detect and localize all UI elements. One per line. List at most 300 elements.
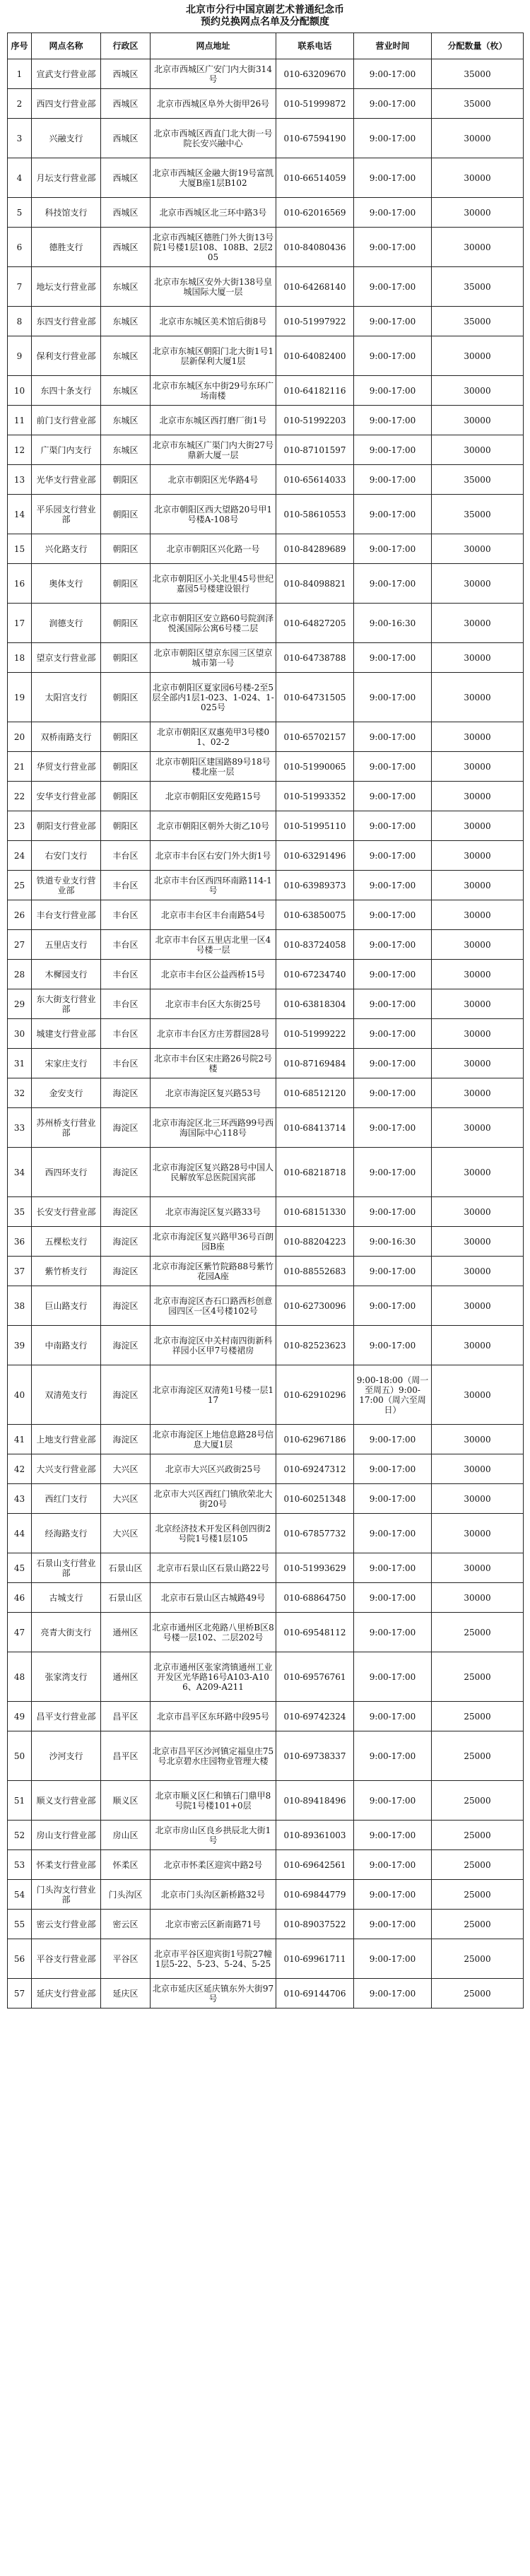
business-hours: 9:00-17:00 (354, 1049, 432, 1078)
address: 北京市密云区新南路71号 (151, 1910, 276, 1939)
allocation-quantity: 30000 (432, 782, 524, 811)
phone: 010-69576761 (276, 1652, 354, 1702)
allocation-quantity: 30000 (432, 534, 524, 564)
address: 北京市门头沟区新桥路32号 (151, 1880, 276, 1910)
table-row (8, 1583, 524, 1613)
allocation-quantity: 30000 (432, 673, 524, 722)
address: 北京市石景山区古城路49号 (151, 1583, 276, 1613)
row-no: 43 (8, 1484, 32, 1514)
row-no: 26 (8, 900, 32, 930)
allocation-quantity: 25000 (432, 1652, 524, 1702)
table-row (8, 1979, 524, 2009)
branch-name: 张家湾支行 (32, 1652, 101, 1702)
allocation-quantity: 30000 (432, 1197, 524, 1227)
row-no: 40 (8, 1365, 32, 1425)
business-hours: 9:00-17:00 (354, 1731, 432, 1781)
row-no: 23 (8, 811, 32, 841)
business-hours: 9:00-17:00 (354, 89, 432, 119)
allocation-quantity: 25000 (432, 1781, 524, 1821)
district: 延庆区 (101, 1979, 151, 2009)
table-row (8, 406, 524, 435)
address: 北京市大兴区西红门镇欣荣北大街20号 (151, 1484, 276, 1514)
district: 丰台区 (101, 930, 151, 960)
branch-name: 经海路支行 (32, 1514, 101, 1553)
allocation-quantity: 30000 (432, 960, 524, 989)
business-hours: 9:00-17:00 (354, 1781, 432, 1821)
table-row (8, 1850, 524, 1880)
title-line-2: 预约兑换网点名单及分配额度 (201, 16, 329, 28)
phone: 010-67234740 (276, 960, 354, 989)
address: 北京市通州区北苑路八里桥B区8号楼一层102、二层202号 (151, 1613, 276, 1652)
table-row (8, 989, 524, 1019)
address: 北京市丰台区方庄芳群园28号 (151, 1019, 276, 1049)
row-no: 41 (8, 1425, 32, 1454)
allocation-quantity: 30000 (432, 643, 524, 673)
district: 西城区 (101, 228, 151, 267)
address: 北京市西城区金融大街19号富凯大厦B座1层B102 (151, 158, 276, 198)
phone: 010-88204223 (276, 1227, 354, 1257)
address: 北京市东城区安外大街138号皇城国际大厦一层 (151, 267, 276, 307)
business-hours: 9:00-17:00 (354, 782, 432, 811)
table-row (8, 841, 524, 871)
table-row (8, 1613, 524, 1652)
business-hours: 9:00-17:00 (354, 1652, 432, 1702)
table-row (8, 1148, 524, 1197)
district: 通州区 (101, 1613, 151, 1652)
row-no: 32 (8, 1078, 32, 1108)
district: 海淀区 (101, 1108, 151, 1148)
business-hours: 9:00-17:00 (354, 267, 432, 307)
row-no: 19 (8, 673, 32, 722)
table-row (8, 1553, 524, 1583)
header-no: 序号 (8, 33, 32, 59)
business-hours: 9:00-17:00 (354, 1286, 432, 1326)
district: 丰台区 (101, 871, 151, 900)
table-row (8, 643, 524, 673)
branch-name: 朝阳支行营业部 (32, 811, 101, 841)
phone: 010-68151330 (276, 1197, 354, 1227)
branch-name: 平乐园支行营业部 (32, 495, 101, 534)
phone: 010-88552683 (276, 1257, 354, 1286)
branch-name: 德胜支行 (32, 228, 101, 267)
allocation-quantity: 30000 (432, 435, 524, 465)
allocation-quantity: 30000 (432, 752, 524, 782)
phone: 010-84098821 (276, 564, 354, 604)
phone: 010-51999222 (276, 1019, 354, 1049)
district: 丰台区 (101, 1049, 151, 1078)
district: 西城区 (101, 89, 151, 119)
business-hours: 9:00-17:00 (354, 1514, 432, 1553)
address: 北京市朝阳区望京东园三区望京城市第一号 (151, 643, 276, 673)
row-no: 15 (8, 534, 32, 564)
branch-name: 双清苑支行 (32, 1365, 101, 1425)
business-hours: 9:00-16:30 (354, 1227, 432, 1257)
branch-name: 紫竹桥支行 (32, 1257, 101, 1286)
row-no: 51 (8, 1781, 32, 1821)
table-row (8, 1781, 524, 1821)
address: 北京市朝阳区光华路4号 (151, 465, 276, 495)
row-no: 35 (8, 1197, 32, 1227)
district: 丰台区 (101, 841, 151, 871)
phone: 010-51997922 (276, 307, 354, 336)
district: 海淀区 (101, 1148, 151, 1197)
business-hours: 9:00-17:00 (354, 811, 432, 841)
business-hours: 9:00-17:00 (354, 752, 432, 782)
address: 北京市丰台区右安门外大街1号 (151, 841, 276, 871)
branch-name: 房山支行营业部 (32, 1821, 101, 1850)
header-hours: 营业时间 (354, 33, 432, 59)
row-no: 27 (8, 930, 32, 960)
allocation-quantity: 30000 (432, 1365, 524, 1425)
business-hours: 9:00-17:00 (354, 564, 432, 604)
allocation-quantity: 30000 (432, 1553, 524, 1583)
phone: 010-68864750 (276, 1583, 354, 1613)
row-no: 8 (8, 307, 32, 336)
branch-name: 怀柔支行营业部 (32, 1850, 101, 1880)
district: 朝阳区 (101, 782, 151, 811)
phone: 010-51993352 (276, 782, 354, 811)
allocation-quantity: 25000 (432, 1939, 524, 1979)
branch-name: 昌平支行营业部 (32, 1702, 101, 1731)
branch-name: 巨山路支行 (32, 1286, 101, 1326)
business-hours: 9:00-17:00 (354, 435, 432, 465)
allocation-quantity: 30000 (432, 1454, 524, 1484)
table-row (8, 1365, 524, 1425)
district: 石景山区 (101, 1583, 151, 1613)
district: 朝阳区 (101, 643, 151, 673)
district: 海淀区 (101, 1078, 151, 1108)
row-no: 54 (8, 1880, 32, 1910)
business-hours: 9:00-17:00 (354, 1850, 432, 1880)
business-hours: 9:00-17:00 (354, 1939, 432, 1979)
allocation-quantity: 30000 (432, 336, 524, 376)
table-row (8, 1731, 524, 1781)
table-row (8, 1257, 524, 1286)
address: 北京市平谷区迎宾街1号院27幢1层5-22、5-23、5-24、5-25 (151, 1939, 276, 1979)
table-row (8, 59, 524, 89)
allocation-quantity: 30000 (432, 1257, 524, 1286)
district: 丰台区 (101, 960, 151, 989)
district: 西城区 (101, 158, 151, 198)
allocation-quantity: 25000 (432, 1979, 524, 2009)
district: 昌平区 (101, 1702, 151, 1731)
row-no: 7 (8, 267, 32, 307)
business-hours: 9:00-17:00 (354, 1484, 432, 1514)
table-row (8, 1425, 524, 1454)
branch-name: 顺义支行营业部 (32, 1781, 101, 1821)
branch-name: 西四支行营业部 (32, 89, 101, 119)
allocation-quantity: 30000 (432, 1049, 524, 1078)
phone: 010-69844779 (276, 1880, 354, 1910)
phone: 010-62910296 (276, 1365, 354, 1425)
phone: 010-69247312 (276, 1454, 354, 1484)
address: 北京市怀柔区迎宾中路2号 (151, 1850, 276, 1880)
row-no: 24 (8, 841, 32, 871)
row-no: 5 (8, 198, 32, 228)
branch-name: 润德支行 (32, 604, 101, 643)
branch-allocation-table (7, 33, 524, 2009)
business-hours: 9:00-17:00 (354, 119, 432, 158)
table-row (8, 158, 524, 198)
address: 北京市朝阳区西大望路20号甲1号楼A-108号 (151, 495, 276, 534)
branch-name: 宣武支行营业部 (32, 59, 101, 89)
district: 海淀区 (101, 1286, 151, 1326)
branch-name: 上地支行营业部 (32, 1425, 101, 1454)
business-hours: 9:00-17:00 (354, 1702, 432, 1731)
business-hours: 9:00-17:00 (354, 1257, 432, 1286)
table-row (8, 465, 524, 495)
district: 朝阳区 (101, 811, 151, 841)
district: 海淀区 (101, 1326, 151, 1365)
table-row (8, 871, 524, 900)
allocation-quantity: 30000 (432, 119, 524, 158)
address: 北京市丰台区大东街25号 (151, 989, 276, 1019)
branch-name: 大兴支行营业部 (32, 1454, 101, 1484)
business-hours: 9:00-17:00 (354, 1425, 432, 1454)
address: 北京市丰台区西四环南路114-1号 (151, 871, 276, 900)
address: 北京市海淀区杏石口路西杉创意园四区一区4号楼102号 (151, 1286, 276, 1326)
district: 朝阳区 (101, 604, 151, 643)
address: 北京市丰台区五里店北里一区4号楼一层 (151, 930, 276, 960)
phone: 010-87101597 (276, 435, 354, 465)
allocation-quantity: 30000 (432, 989, 524, 1019)
district: 海淀区 (101, 1257, 151, 1286)
row-no: 53 (8, 1850, 32, 1880)
district: 通州区 (101, 1652, 151, 1702)
address: 北京市西城区北三环中路3号 (151, 198, 276, 228)
row-no: 29 (8, 989, 32, 1019)
business-hours: 9:00-17:00 (354, 465, 432, 495)
table-row (8, 435, 524, 465)
business-hours: 9:00-17:00 (354, 1108, 432, 1148)
row-no: 33 (8, 1108, 32, 1148)
business-hours: 9:00-17:00 (354, 930, 432, 960)
address: 北京市西城区西直门北大街一号院长安兴融中心 (151, 119, 276, 158)
phone: 010-51993629 (276, 1553, 354, 1583)
table-row (8, 1197, 524, 1227)
district: 东城区 (101, 376, 151, 406)
header-quantity: 分配数量（枚） (432, 33, 524, 59)
branch-name: 五里店支行 (32, 930, 101, 960)
table-row (8, 1286, 524, 1326)
address: 北京市朝阳区朝外大街乙10号 (151, 811, 276, 841)
table-row (8, 604, 524, 643)
phone: 010-63291496 (276, 841, 354, 871)
allocation-quantity: 30000 (432, 1514, 524, 1553)
branch-name: 西红门支行 (32, 1484, 101, 1514)
allocation-quantity: 30000 (432, 564, 524, 604)
address: 北京市海淀区双清苑1号楼一层117 (151, 1365, 276, 1425)
business-hours: 9:00-16:30 (354, 604, 432, 643)
phone: 010-64731505 (276, 673, 354, 722)
row-no: 25 (8, 871, 32, 900)
allocation-quantity: 25000 (432, 1731, 524, 1781)
row-no: 6 (8, 228, 32, 267)
phone: 010-63209670 (276, 59, 354, 89)
allocation-quantity: 30000 (432, 158, 524, 198)
branch-name: 兴化路支行 (32, 534, 101, 564)
business-hours: 9:00-17:00 (354, 1821, 432, 1850)
branch-name: 沙河支行 (32, 1731, 101, 1781)
district: 丰台区 (101, 989, 151, 1019)
phone: 010-69961711 (276, 1939, 354, 1979)
allocation-quantity: 30000 (432, 1148, 524, 1197)
table-row (8, 1326, 524, 1365)
phone: 010-62967186 (276, 1425, 354, 1454)
address: 北京市房山区良乡拱辰北大街1号 (151, 1821, 276, 1850)
business-hours: 9:00-17:00 (354, 158, 432, 198)
allocation-quantity: 30000 (432, 930, 524, 960)
address: 北京市海淀区复兴路28号中国人民解放军总医院国宾部 (151, 1148, 276, 1197)
phone: 010-84289689 (276, 534, 354, 564)
table-row (8, 198, 524, 228)
phone: 010-69742324 (276, 1702, 354, 1731)
branch-name: 苏州桥支行营业部 (32, 1108, 101, 1148)
branch-name: 安华支行营业部 (32, 782, 101, 811)
district: 东城区 (101, 267, 151, 307)
address: 北京市东城区东中街29号东环广场南楼 (151, 376, 276, 406)
address: 北京市大兴区兴政街25号 (151, 1454, 276, 1484)
address: 北京市丰台区公益西桥15号 (151, 960, 276, 989)
phone: 010-63818304 (276, 989, 354, 1019)
district: 朝阳区 (101, 673, 151, 722)
branch-name: 地坛支行营业部 (32, 267, 101, 307)
allocation-quantity: 35000 (432, 59, 524, 89)
allocation-quantity: 30000 (432, 871, 524, 900)
address: 北京市海淀区复兴路33号 (151, 1197, 276, 1227)
branch-name: 平谷支行营业部 (32, 1939, 101, 1979)
address: 北京市顺义区仁和镇石门鼎甲8号院1号楼101+0层 (151, 1781, 276, 1821)
branch-name: 密云支行营业部 (32, 1910, 101, 1939)
allocation-quantity: 30000 (432, 811, 524, 841)
address: 北京市海淀区上地信息路28号信息大厦1层 (151, 1425, 276, 1454)
phone: 010-67594190 (276, 119, 354, 158)
district: 平谷区 (101, 1939, 151, 1979)
row-no: 14 (8, 495, 32, 534)
branch-name: 铁道专业支行营业部 (32, 871, 101, 900)
allocation-quantity: 25000 (432, 1880, 524, 1910)
branch-name: 前门支行营业部 (32, 406, 101, 435)
district: 西城区 (101, 119, 151, 158)
branch-name: 城建支行营业部 (32, 1019, 101, 1049)
business-hours: 9:00-17:00 (354, 495, 432, 534)
allocation-quantity: 30000 (432, 1227, 524, 1257)
business-hours: 9:00-17:00 (354, 1613, 432, 1652)
phone: 010-89418496 (276, 1781, 354, 1821)
business-hours: 9:00-17:00 (354, 1326, 432, 1365)
allocation-quantity: 30000 (432, 406, 524, 435)
phone: 010-69738337 (276, 1731, 354, 1781)
row-no: 38 (8, 1286, 32, 1326)
table-row (8, 782, 524, 811)
address: 北京市东城区朝阳门北大街1号1层新保利大厦1层 (151, 336, 276, 376)
business-hours: 9:00-17:00 (354, 1197, 432, 1227)
branch-name: 右安门支行 (32, 841, 101, 871)
allocation-quantity: 35000 (432, 465, 524, 495)
row-no: 31 (8, 1049, 32, 1078)
address: 北京市朝阳区建国路89号18号楼北座一层 (151, 752, 276, 782)
phone: 010-58610553 (276, 495, 354, 534)
allocation-quantity: 30000 (432, 1326, 524, 1365)
business-hours: 9:00-17:00 (354, 336, 432, 376)
table-row (8, 1821, 524, 1850)
branch-name: 五棵松支行 (32, 1227, 101, 1257)
allocation-quantity: 35000 (432, 89, 524, 119)
branch-name: 延庆支行营业部 (32, 1979, 101, 2009)
business-hours: 9:00-17:00 (354, 960, 432, 989)
district: 朝阳区 (101, 465, 151, 495)
phone: 010-89037522 (276, 1910, 354, 1939)
row-no: 34 (8, 1148, 32, 1197)
table-row (8, 564, 524, 604)
table-row (8, 1702, 524, 1731)
table-row (8, 1454, 524, 1484)
branch-name: 中南路支行 (32, 1326, 101, 1365)
branch-name: 兴融支行 (32, 119, 101, 158)
address: 北京市丰台区宋庄路26号院2号楼 (151, 1049, 276, 1078)
address: 北京市海淀区北三环西路99号西海国际中心118号 (151, 1108, 276, 1148)
address: 北京市西城区广安门内大街314号 (151, 59, 276, 89)
district: 大兴区 (101, 1514, 151, 1553)
district: 东城区 (101, 406, 151, 435)
branch-name: 石景山支行营业部 (32, 1553, 101, 1583)
row-no: 48 (8, 1652, 32, 1702)
phone: 010-63850075 (276, 900, 354, 930)
allocation-quantity: 30000 (432, 1286, 524, 1326)
table-row (8, 228, 524, 267)
business-hours: 9:00-17:00 (354, 643, 432, 673)
allocation-quantity: 30000 (432, 900, 524, 930)
address: 北京市昌平区东环路中段95号 (151, 1702, 276, 1731)
business-hours: 9:00-17:00 (354, 534, 432, 564)
business-hours: 9:00-17:00 (354, 1019, 432, 1049)
business-hours: 9:00-17:00 (354, 673, 432, 722)
table-row (8, 495, 524, 534)
district: 丰台区 (101, 1019, 151, 1049)
row-no: 12 (8, 435, 32, 465)
phone: 010-51995110 (276, 811, 354, 841)
district: 海淀区 (101, 1425, 151, 1454)
phone: 010-51999872 (276, 89, 354, 119)
branch-name: 光华支行营业部 (32, 465, 101, 495)
table-row (8, 89, 524, 119)
address: 北京经济技术开发区科创四街2号院1号楼1层105 (151, 1514, 276, 1553)
header-district: 行政区 (101, 33, 151, 59)
phone: 010-64827205 (276, 604, 354, 643)
header-branch-name: 网点名称 (32, 33, 101, 59)
table-row (8, 1514, 524, 1553)
business-hours: 9:00-17:00 (354, 198, 432, 228)
district: 大兴区 (101, 1454, 151, 1484)
row-no: 55 (8, 1910, 32, 1939)
address: 北京市海淀区复兴路甲36号百朗园B座 (151, 1227, 276, 1257)
business-hours: 9:00-17:00 (354, 1553, 432, 1583)
table-row (8, 811, 524, 841)
branch-name: 望京支行营业部 (32, 643, 101, 673)
header-address: 网点地址 (151, 33, 276, 59)
row-no: 39 (8, 1326, 32, 1365)
address: 北京市通州区张家湾镇通州工业开发区光华路16号A103-A106、A209-A211 (151, 1652, 276, 1702)
row-no: 42 (8, 1454, 32, 1484)
table-row (8, 960, 524, 989)
address: 北京市朝阳区小关北里45号世纪嘉园5号楼建设银行 (151, 564, 276, 604)
district: 怀柔区 (101, 1850, 151, 1880)
business-hours: 9:00-17:00 (354, 900, 432, 930)
table-row (8, 900, 524, 930)
business-hours: 9:00-17:00 (354, 1880, 432, 1910)
allocation-quantity: 35000 (432, 307, 524, 336)
branch-name: 宋家庄支行 (32, 1049, 101, 1078)
